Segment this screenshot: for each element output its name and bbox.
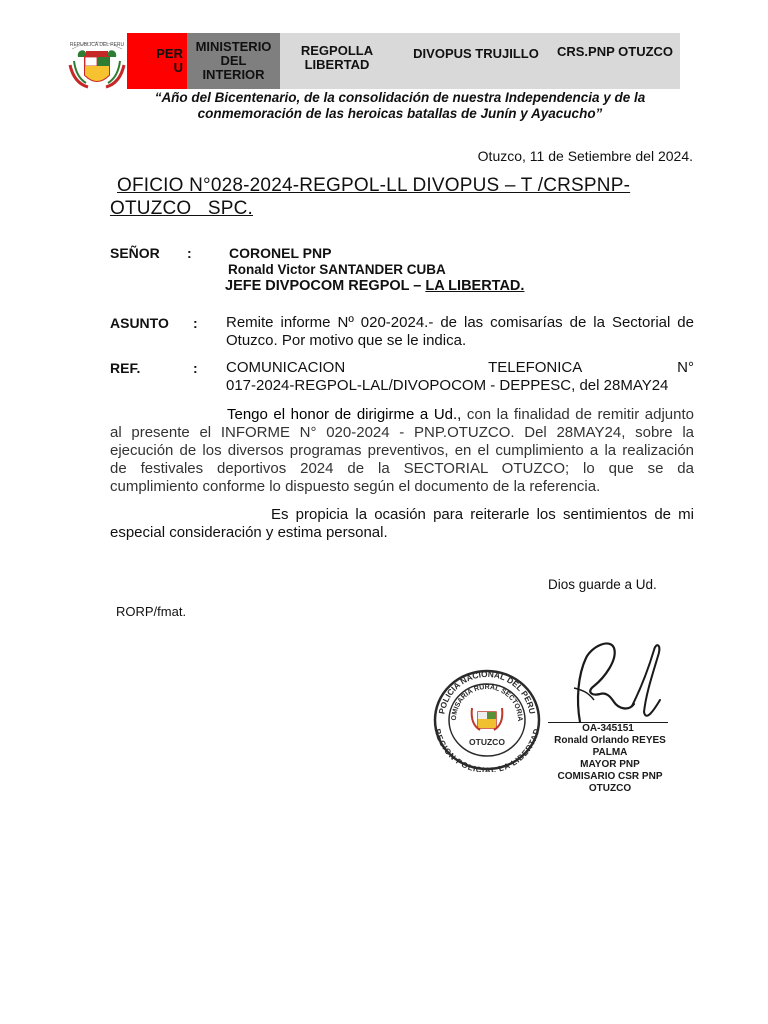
ref-line-1-c: N° (677, 359, 694, 376)
addressee-name: Ronald Victor SANTANDER CUBA (228, 262, 446, 277)
addressee-post-prefix: JEFE DIVPOCOM REGPOL – (225, 278, 426, 294)
motto-line-2: conmemoración de las heroicas batallas de Junín y Ayacucho” (197, 106, 603, 121)
ref-line-1 (226, 359, 694, 377)
asunto-text (226, 314, 694, 350)
closing-salutation: Dios guarde a Ud. (548, 577, 657, 592)
seal-text: REPUBLICA DEL PERU (69, 42, 125, 48)
header-ministerio-cell (187, 33, 280, 89)
body1-line-1-rest: con la finalidad de remitir adjunto (461, 406, 694, 423)
header-divopus-label: DIVOPUS TRUJILLO (413, 46, 539, 61)
stamp-emblem-icon (472, 708, 503, 730)
body2-line-2: especial consideración y estima personal. (110, 524, 388, 541)
stamp-outer-bottom: REGION POLICIAL LA LIBERTAD (432, 727, 542, 772)
body-paragraph-2 (110, 506, 694, 542)
ref-text (226, 359, 694, 395)
document-date: Otuzco, 11 de Setiembre del 2024. (477, 148, 693, 164)
senor-label: SEÑOR (110, 245, 160, 261)
ref-line-2: 017-2024-REGPOL-LAL/DIVOPOCOM - DEPPESC, del 28MAY24 (226, 377, 669, 394)
svg-text:REGION POLICIAL LA LIBERTAD (433, 728, 541, 772)
header-peru-cell (127, 33, 187, 89)
asunto-colon: : (193, 315, 198, 331)
body1-line-4: de festivales deportivos 2024 de la SECTORIAL OTUZCO; lo que se da (110, 460, 694, 477)
header-ministerio-label: MINISTERIO DEL INTERIOR (195, 39, 272, 82)
comisaria-stamp (432, 668, 542, 772)
signature-block (540, 722, 680, 795)
stamp-outer-top: POLICIA NACIONAL DEL PERU (436, 668, 538, 715)
oficio-line-1: OFICIO N°028-2024-REGPOL-LL DIVOPUS – T /CRSPNP- (117, 175, 631, 196)
body1-line-2: al presente el INFORME N° 020-2024 - PNP.OTUZCO. Del 28MAY24, sobre la (110, 424, 694, 441)
signature-role: COMISARIO CSR PNP OTUZCO (557, 771, 663, 794)
addressee-post-place: LA LIBERTAD. (425, 278, 525, 294)
header-divopus-cell (408, 26, 544, 82)
year-motto (110, 90, 690, 122)
ref-label: REF. (110, 360, 141, 376)
peru-coat-of-arms-seal (66, 37, 128, 95)
addressee-rank: CORONEL PNP (229, 245, 332, 261)
body-paragraph-1 (110, 406, 694, 496)
senor-colon: : (187, 245, 192, 261)
handwritten-signature (536, 630, 686, 730)
asunto-line-1: Remite informe Nº 020-2024.- de las comisarías de la Sectorial de (226, 314, 694, 331)
addressee-post (225, 278, 524, 294)
ref-line-1-a: COMUNICACION (226, 359, 346, 376)
body1-line-1 (110, 406, 694, 424)
oficio-line-2: OTUZCO SPC. (110, 198, 253, 219)
header-crs-label: CRS.PNP OTUZCO (556, 44, 674, 59)
ref-line-1-b: TELEFONICA (488, 359, 583, 376)
body1-line-3: ejecución de los diversos programas preventivos, en el cumplimiento a la realización (110, 442, 694, 459)
oficio-number-title (110, 174, 700, 220)
signature-name: Ronald Orlando REYES PALMA (554, 735, 666, 758)
motto-line-1: “Año del Bicentenario, de la consolidación de nuestra Independencia y de la (154, 90, 646, 105)
header-regpolla-label: REGPOLLA LIBERTAD (300, 43, 374, 72)
signature-rank: MAYOR PNP (580, 759, 640, 770)
body1-line-5: cumplimiento conforme lo dispuesto según el documento de la referencia. (110, 478, 601, 495)
header-crs-cell (552, 24, 678, 80)
asunto-label: ASUNTO (110, 315, 169, 331)
body2-line-1: Es propicia la ocasión para reiterarle los sentimientos de mi (271, 506, 694, 523)
asunto-line-2: Otuzco. Por motivo que se le indica. (226, 332, 467, 349)
stamp-center-text: OTUZCO (469, 737, 505, 747)
header-peru-label: PERU (156, 46, 183, 75)
typist-initials: RORP/fmat. (116, 604, 187, 619)
signature-cip: OA-345151 (548, 722, 668, 735)
body1-lead: Tengo el honor de dirigirme a Ud., (227, 406, 462, 423)
header-regpolla-cell (290, 30, 384, 86)
stamp-inner-top: OMISARIA RURAL SECTORIA (450, 683, 524, 722)
ref-colon: : (193, 360, 198, 376)
